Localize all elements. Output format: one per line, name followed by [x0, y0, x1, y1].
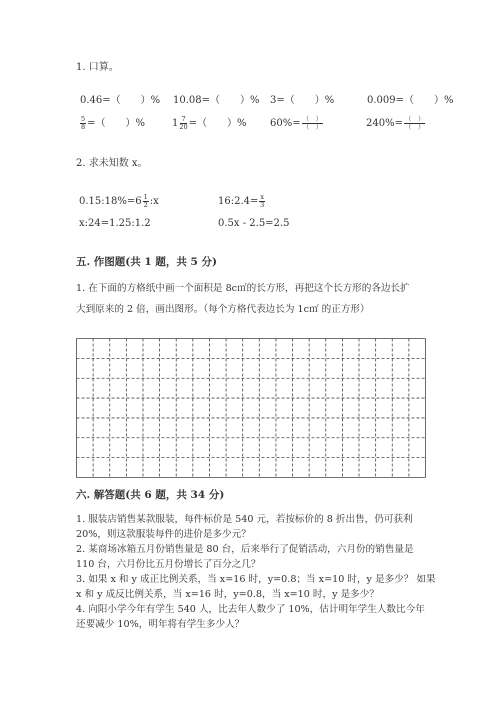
oral-calc-4: 0.009=（ ）%	[367, 95, 454, 106]
question-line: 20%，则这款服装每件的进价是多少元？	[76, 529, 251, 540]
oral-calc-7: 60%= $\frac{( )}{( )}$	[270, 115, 323, 131]
question-line: 还要减少 10%，明年将有学生多少人？	[76, 619, 245, 630]
oral-calc-1: 0.46=（ ）%	[80, 95, 161, 106]
equation-1: 0.15:18%=6 $\frac{1}{2}$ :x	[79, 193, 159, 209]
fraction: $\frac{( )}{( )}$	[302, 115, 323, 131]
drawing-question-line-1: 1. 在下面的方格纸中画一个面积是 8c㎡的长方形，再把这个长方形的各边长扩	[76, 283, 410, 294]
equation-2: 16:2.4= $\frac{x}{3}$	[218, 193, 265, 209]
oral-calc-8: 240%= $\frac{( )}{( )}$	[366, 115, 425, 131]
question-line: 3. 如果 x 和 y 成正比例关系，当 x=16 时，y=0.8；当 x=10 时，y 是多少？ 如果	[76, 574, 436, 585]
fraction: $\frac{x}{3}$	[260, 193, 265, 209]
section-5-heading: 五. 作图题(共 1 题，共 5 分)	[76, 256, 217, 268]
question-line: x 和 y 成反比例关系，当 x=16 时，y=0.8，当 x=10 时，y 是多少？	[76, 589, 379, 600]
equation-3: x:24=1.25:1.2	[79, 218, 151, 229]
fraction: $\frac{7}{20}$	[179, 115, 188, 131]
oral-calc-2: 10.08=（ ）%	[173, 95, 260, 106]
question-line: 1. 服装店销售某款服装，每件标价是 540 元，若按标价的 8 折出售，仍可获利	[76, 514, 413, 525]
fraction: $\frac{( )}{( )}$	[404, 115, 425, 131]
grid-paper	[76, 338, 426, 478]
oral-calc-5: $\frac{5}{8}$ =（ ）%	[81, 115, 146, 131]
oral-calc-3: 3=（ ）%	[270, 95, 335, 106]
equation-4: 0.5x - 2.5=2.5	[218, 218, 290, 229]
answer-questions	[76, 512, 436, 632]
fraction: $\frac{1}{2}$	[143, 193, 148, 209]
fraction: $\frac{5}{8}$	[81, 115, 86, 131]
oral-calc-6: 1 $\frac{7}{20}$ =（ ）%	[172, 115, 247, 131]
question-line: 2. 某商场冰箱五月份销售量是 80 台，后来举行了促销活动，六月份的销售量是	[76, 544, 414, 555]
section-2-title: 2. 求未知数 x。	[76, 158, 148, 169]
drawing-question-line-2: 大到原来的 2 倍，画出图形。（每个方格代表边长为 1c㎡ 的正方形）	[76, 304, 370, 315]
section-1-title: 1. 口算。	[76, 62, 119, 73]
question-line: 4. 向阳小学今年有学生 540 人，比去年人数少了 10%，估计明年学生人数比今年	[76, 604, 425, 615]
section-6-heading: 六. 解答题(共 6 题，共 34 分)	[76, 489, 225, 501]
question-line: 110 台，六月份比五月份增长了百分之几？	[76, 559, 261, 570]
